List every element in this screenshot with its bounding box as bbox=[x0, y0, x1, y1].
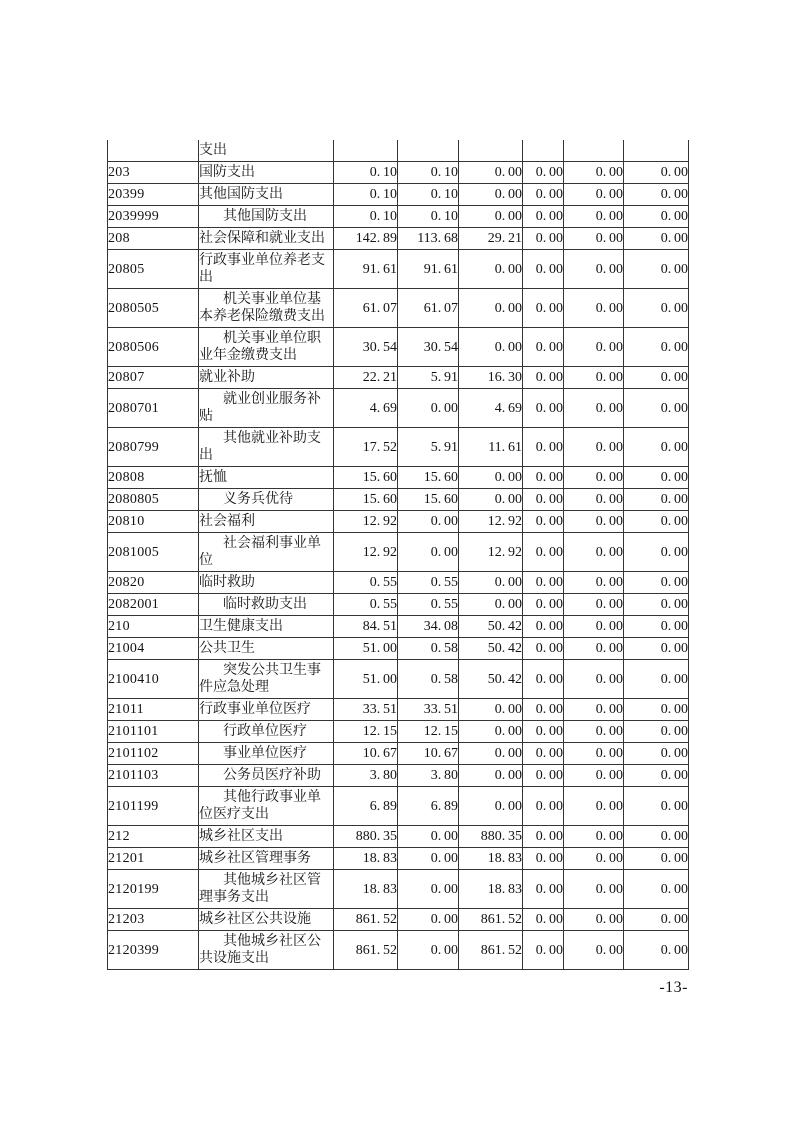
value-cell: 0. 00 bbox=[564, 638, 624, 660]
value-cell: 0. 00 bbox=[564, 909, 624, 931]
code-cell: 2080505 bbox=[108, 289, 199, 328]
value-cell: 861. 52 bbox=[334, 931, 398, 970]
value-cell: 0. 00 bbox=[523, 721, 564, 743]
name-cell: 行政单位医疗 bbox=[199, 721, 334, 743]
value-cell: 0. 00 bbox=[523, 467, 564, 489]
code-cell: 203 bbox=[108, 162, 199, 184]
name-cell: 其他国防支出 bbox=[199, 206, 334, 228]
value-cell: 0. 00 bbox=[523, 184, 564, 206]
code-cell: 2081005 bbox=[108, 533, 199, 572]
code-cell: 2101103 bbox=[108, 765, 199, 787]
value-cell: 880. 35 bbox=[334, 826, 398, 848]
table-row bbox=[108, 572, 689, 594]
value-cell: 18. 83 bbox=[334, 870, 398, 909]
table-row bbox=[108, 594, 689, 616]
value-cell: 0. 00 bbox=[523, 328, 564, 367]
value-cell: 0. 00 bbox=[459, 743, 523, 765]
value-cell: 30. 54 bbox=[398, 328, 459, 367]
value-cell: 0. 00 bbox=[564, 699, 624, 721]
value-cell: 3. 80 bbox=[398, 765, 459, 787]
value-cell: 0. 00 bbox=[523, 638, 564, 660]
table-row bbox=[108, 428, 689, 467]
value-cell: 34. 08 bbox=[398, 616, 459, 638]
value-cell: 0. 00 bbox=[459, 206, 523, 228]
value-cell: 0. 00 bbox=[564, 289, 624, 328]
value-cell: 0. 00 bbox=[459, 289, 523, 328]
value-cell: 0. 00 bbox=[523, 367, 564, 389]
value-cell: 0. 55 bbox=[398, 572, 459, 594]
code-cell: 212 bbox=[108, 826, 199, 848]
name-cell: 其他行政事业单位医疗支出 bbox=[199, 787, 334, 826]
value-cell: 12. 92 bbox=[459, 533, 523, 572]
value-cell: 6. 89 bbox=[334, 787, 398, 826]
value-cell: 0. 00 bbox=[564, 660, 624, 699]
name-cell: 就业补助 bbox=[199, 367, 334, 389]
table-row bbox=[108, 787, 689, 826]
value-cell: 0. 00 bbox=[459, 467, 523, 489]
value-cell: 51. 00 bbox=[334, 660, 398, 699]
value-cell: 15. 60 bbox=[334, 467, 398, 489]
name-cell: 机关事业单位职业年金缴费支出 bbox=[199, 328, 334, 367]
value-cell: 0. 00 bbox=[564, 787, 624, 826]
value-cell: 0. 00 bbox=[523, 743, 564, 765]
table-row bbox=[108, 250, 689, 289]
table-row bbox=[108, 909, 689, 931]
value-cell: 0. 00 bbox=[523, 931, 564, 970]
value-cell: 0. 00 bbox=[564, 511, 624, 533]
value-cell: 113. 68 bbox=[398, 228, 459, 250]
value-cell: 0. 00 bbox=[624, 572, 689, 594]
value-cell: 29. 21 bbox=[459, 228, 523, 250]
value-cell: 0. 00 bbox=[523, 289, 564, 328]
value-cell: 0. 00 bbox=[564, 826, 624, 848]
table-row bbox=[108, 743, 689, 765]
code-cell: 2080799 bbox=[108, 428, 199, 467]
value-cell: 0. 00 bbox=[523, 909, 564, 931]
value-cell: 0. 00 bbox=[564, 467, 624, 489]
value-cell: 15. 60 bbox=[398, 489, 459, 511]
value-cell: 91. 61 bbox=[398, 250, 459, 289]
table-row bbox=[108, 699, 689, 721]
value-cell: 0. 00 bbox=[564, 250, 624, 289]
value-cell: 5. 91 bbox=[398, 428, 459, 467]
code-cell: 21201 bbox=[108, 848, 199, 870]
name-cell: 国防支出 bbox=[199, 162, 334, 184]
code-cell: 21004 bbox=[108, 638, 199, 660]
value-cell: 0. 00 bbox=[564, 428, 624, 467]
code-cell: 2039999 bbox=[108, 206, 199, 228]
table-row bbox=[108, 328, 689, 367]
value-cell: 12. 15 bbox=[398, 721, 459, 743]
code-cell: 20805 bbox=[108, 250, 199, 289]
value-cell: 50. 42 bbox=[459, 660, 523, 699]
value-cell: 0. 00 bbox=[624, 511, 689, 533]
value-cell: 0. 10 bbox=[334, 184, 398, 206]
value-cell: 0. 00 bbox=[459, 721, 523, 743]
value-cell: 0. 00 bbox=[459, 328, 523, 367]
value-cell: 0. 10 bbox=[334, 162, 398, 184]
value-cell: 12. 92 bbox=[459, 511, 523, 533]
name-cell: 义务兵优待 bbox=[199, 489, 334, 511]
value-cell: 0. 00 bbox=[624, 721, 689, 743]
value-cell: 4. 69 bbox=[334, 389, 398, 428]
table-row bbox=[108, 228, 689, 250]
value-cell: 10. 67 bbox=[334, 743, 398, 765]
value-cell: 0. 00 bbox=[398, 511, 459, 533]
value-cell: 0. 00 bbox=[564, 533, 624, 572]
value-cell: 0. 00 bbox=[624, 848, 689, 870]
value-cell: 0. 55 bbox=[334, 572, 398, 594]
value-cell: 0. 00 bbox=[624, 289, 689, 328]
value-cell bbox=[398, 140, 459, 162]
name-cell: 行政事业单位医疗 bbox=[199, 699, 334, 721]
value-cell: 0. 00 bbox=[398, 533, 459, 572]
table-row bbox=[108, 467, 689, 489]
name-cell: 其他国防支出 bbox=[199, 184, 334, 206]
code-cell: 2080701 bbox=[108, 389, 199, 428]
code-cell: 2101199 bbox=[108, 787, 199, 826]
code-cell: 2101101 bbox=[108, 721, 199, 743]
value-cell: 0. 00 bbox=[398, 848, 459, 870]
value-cell: 0. 00 bbox=[564, 594, 624, 616]
value-cell: 30. 54 bbox=[334, 328, 398, 367]
value-cell: 0. 00 bbox=[564, 743, 624, 765]
value-cell: 0. 00 bbox=[624, 616, 689, 638]
value-cell bbox=[564, 140, 624, 162]
name-cell: 社会福利 bbox=[199, 511, 334, 533]
value-cell: 0. 00 bbox=[523, 870, 564, 909]
table-row bbox=[108, 389, 689, 428]
value-cell: 17. 52 bbox=[334, 428, 398, 467]
code-cell: 2120399 bbox=[108, 931, 199, 970]
name-cell: 城乡社区支出 bbox=[199, 826, 334, 848]
name-cell: 公务员医疗补助 bbox=[199, 765, 334, 787]
value-cell: 0. 00 bbox=[564, 184, 624, 206]
value-cell: 0. 00 bbox=[523, 489, 564, 511]
budget-table-container bbox=[107, 140, 689, 997]
value-cell: 0. 00 bbox=[564, 572, 624, 594]
table-row bbox=[108, 638, 689, 660]
value-cell: 0. 00 bbox=[564, 931, 624, 970]
value-cell: 880. 35 bbox=[459, 826, 523, 848]
value-cell: 5. 91 bbox=[398, 367, 459, 389]
value-cell: 861. 52 bbox=[334, 909, 398, 931]
code-cell: 20807 bbox=[108, 367, 199, 389]
name-cell: 就业创业服务补贴 bbox=[199, 389, 334, 428]
value-cell: 12. 92 bbox=[334, 533, 398, 572]
name-cell: 机关事业单位基本养老保险缴费支出 bbox=[199, 289, 334, 328]
value-cell: 0. 58 bbox=[398, 660, 459, 699]
value-cell: 0. 00 bbox=[459, 765, 523, 787]
value-cell: 50. 42 bbox=[459, 616, 523, 638]
value-cell: 61. 07 bbox=[334, 289, 398, 328]
value-cell: 0. 00 bbox=[564, 228, 624, 250]
value-cell: 0. 00 bbox=[459, 250, 523, 289]
value-cell: 0. 00 bbox=[624, 699, 689, 721]
code-cell: 20810 bbox=[108, 511, 199, 533]
value-cell: 91. 61 bbox=[334, 250, 398, 289]
value-cell: 0. 00 bbox=[564, 367, 624, 389]
page-number: -13- bbox=[659, 979, 688, 996]
table-row bbox=[108, 367, 689, 389]
value-cell: 0. 00 bbox=[523, 428, 564, 467]
table-row bbox=[108, 140, 689, 162]
table-body bbox=[108, 140, 689, 970]
value-cell: 4. 69 bbox=[459, 389, 523, 428]
name-cell: 公共卫生 bbox=[199, 638, 334, 660]
value-cell: 0. 00 bbox=[398, 909, 459, 931]
value-cell: 0. 00 bbox=[564, 870, 624, 909]
value-cell: 0. 00 bbox=[564, 765, 624, 787]
code-cell: 2120199 bbox=[108, 870, 199, 909]
value-cell: 0. 00 bbox=[523, 594, 564, 616]
value-cell: 51. 00 bbox=[334, 638, 398, 660]
name-cell: 抚恤 bbox=[199, 467, 334, 489]
value-cell: 0. 00 bbox=[624, 743, 689, 765]
value-cell: 0. 00 bbox=[523, 572, 564, 594]
value-cell: 12. 92 bbox=[334, 511, 398, 533]
name-cell: 卫生健康支出 bbox=[199, 616, 334, 638]
value-cell: 0. 00 bbox=[624, 428, 689, 467]
value-cell: 0. 00 bbox=[624, 826, 689, 848]
code-cell: 2101102 bbox=[108, 743, 199, 765]
value-cell: 0. 00 bbox=[459, 572, 523, 594]
value-cell: 50. 42 bbox=[459, 638, 523, 660]
table-row bbox=[108, 660, 689, 699]
value-cell: 0. 00 bbox=[564, 721, 624, 743]
value-cell: 0. 00 bbox=[459, 162, 523, 184]
value-cell: 861. 52 bbox=[459, 909, 523, 931]
name-cell: 社会福利事业单位 bbox=[199, 533, 334, 572]
table-row bbox=[108, 289, 689, 328]
value-cell: 0. 00 bbox=[564, 616, 624, 638]
value-cell: 0. 00 bbox=[624, 765, 689, 787]
code-cell: 2080805 bbox=[108, 489, 199, 511]
code-cell: 2100410 bbox=[108, 660, 199, 699]
value-cell: 0. 00 bbox=[523, 389, 564, 428]
value-cell: 0. 00 bbox=[624, 162, 689, 184]
value-cell: 0. 58 bbox=[398, 638, 459, 660]
value-cell: 15. 60 bbox=[398, 467, 459, 489]
value-cell: 33. 51 bbox=[398, 699, 459, 721]
table-row bbox=[108, 511, 689, 533]
value-cell: 18. 83 bbox=[459, 870, 523, 909]
value-cell: 0. 00 bbox=[523, 765, 564, 787]
value-cell: 0. 00 bbox=[459, 699, 523, 721]
value-cell: 0. 00 bbox=[398, 826, 459, 848]
code-cell bbox=[108, 140, 199, 162]
code-cell: 20808 bbox=[108, 467, 199, 489]
value-cell: 0. 00 bbox=[564, 206, 624, 228]
code-cell: 20399 bbox=[108, 184, 199, 206]
value-cell: 16. 30 bbox=[459, 367, 523, 389]
table-row bbox=[108, 616, 689, 638]
value-cell bbox=[334, 140, 398, 162]
value-cell: 15. 60 bbox=[334, 489, 398, 511]
name-cell: 临时救助支出 bbox=[199, 594, 334, 616]
value-cell: 0. 00 bbox=[624, 660, 689, 699]
value-cell: 6. 89 bbox=[398, 787, 459, 826]
value-cell: 22. 21 bbox=[334, 367, 398, 389]
value-cell: 0. 00 bbox=[523, 616, 564, 638]
budget-expenditure-table bbox=[107, 140, 689, 970]
value-cell: 0. 10 bbox=[398, 184, 459, 206]
code-cell: 20820 bbox=[108, 572, 199, 594]
value-cell: 0. 00 bbox=[564, 162, 624, 184]
code-cell: 208 bbox=[108, 228, 199, 250]
value-cell: 0. 00 bbox=[564, 848, 624, 870]
code-cell: 210 bbox=[108, 616, 199, 638]
value-cell: 0. 55 bbox=[398, 594, 459, 616]
value-cell: 0. 00 bbox=[624, 250, 689, 289]
value-cell: 0. 00 bbox=[624, 931, 689, 970]
value-cell: 61. 07 bbox=[398, 289, 459, 328]
value-cell: 0. 00 bbox=[624, 184, 689, 206]
value-cell: 0. 00 bbox=[624, 594, 689, 616]
value-cell: 12. 15 bbox=[334, 721, 398, 743]
value-cell: 33. 51 bbox=[334, 699, 398, 721]
value-cell: 0. 00 bbox=[523, 533, 564, 572]
value-cell: 0. 00 bbox=[624, 389, 689, 428]
table-row bbox=[108, 826, 689, 848]
value-cell: 11. 61 bbox=[459, 428, 523, 467]
value-cell: 0. 55 bbox=[334, 594, 398, 616]
table-row bbox=[108, 765, 689, 787]
value-cell: 0. 00 bbox=[523, 250, 564, 289]
value-cell: 0. 00 bbox=[523, 699, 564, 721]
value-cell: 0. 10 bbox=[398, 206, 459, 228]
value-cell bbox=[459, 140, 523, 162]
value-cell: 0. 00 bbox=[523, 206, 564, 228]
value-cell: 0. 00 bbox=[459, 787, 523, 826]
value-cell: 0. 00 bbox=[523, 511, 564, 533]
value-cell: 0. 00 bbox=[564, 328, 624, 367]
value-cell: 0. 00 bbox=[459, 184, 523, 206]
value-cell: 0. 00 bbox=[624, 870, 689, 909]
value-cell: 0. 00 bbox=[523, 162, 564, 184]
value-cell: 0. 00 bbox=[459, 594, 523, 616]
table-row bbox=[108, 184, 689, 206]
value-cell: 0. 00 bbox=[624, 909, 689, 931]
value-cell: 0. 00 bbox=[624, 638, 689, 660]
value-cell: 0. 00 bbox=[523, 228, 564, 250]
value-cell: 18. 83 bbox=[334, 848, 398, 870]
value-cell: 0. 00 bbox=[624, 533, 689, 572]
value-cell bbox=[624, 140, 689, 162]
value-cell: 0. 00 bbox=[523, 848, 564, 870]
table-row bbox=[108, 721, 689, 743]
table-row bbox=[108, 489, 689, 511]
value-cell: 142. 89 bbox=[334, 228, 398, 250]
value-cell: 0. 00 bbox=[523, 787, 564, 826]
value-cell: 0. 00 bbox=[564, 389, 624, 428]
table-row bbox=[108, 533, 689, 572]
value-cell: 0. 00 bbox=[624, 328, 689, 367]
name-cell: 支出 bbox=[199, 140, 334, 162]
name-cell: 城乡社区公共设施 bbox=[199, 909, 334, 931]
value-cell: 0. 00 bbox=[624, 206, 689, 228]
value-cell: 0. 00 bbox=[459, 489, 523, 511]
table-row bbox=[108, 848, 689, 870]
value-cell: 10. 67 bbox=[398, 743, 459, 765]
name-cell: 其他城乡社区管理事务支出 bbox=[199, 870, 334, 909]
code-cell: 2080506 bbox=[108, 328, 199, 367]
code-cell: 21011 bbox=[108, 699, 199, 721]
value-cell: 18. 83 bbox=[459, 848, 523, 870]
name-cell: 事业单位医疗 bbox=[199, 743, 334, 765]
value-cell: 0. 00 bbox=[523, 826, 564, 848]
table-row bbox=[108, 870, 689, 909]
value-cell: 0. 00 bbox=[398, 870, 459, 909]
code-cell: 21203 bbox=[108, 909, 199, 931]
name-cell: 临时救助 bbox=[199, 572, 334, 594]
table-row bbox=[108, 206, 689, 228]
value-cell: 0. 00 bbox=[624, 489, 689, 511]
value-cell: 0. 00 bbox=[624, 787, 689, 826]
value-cell: 0. 00 bbox=[564, 489, 624, 511]
value-cell: 0. 00 bbox=[624, 467, 689, 489]
value-cell bbox=[523, 140, 564, 162]
name-cell: 其他就业补助支出 bbox=[199, 428, 334, 467]
value-cell: 0. 00 bbox=[398, 389, 459, 428]
name-cell: 城乡社区管理事务 bbox=[199, 848, 334, 870]
name-cell: 社会保障和就业支出 bbox=[199, 228, 334, 250]
value-cell: 861. 52 bbox=[459, 931, 523, 970]
table-row bbox=[108, 162, 689, 184]
table-row bbox=[108, 931, 689, 970]
value-cell: 84. 51 bbox=[334, 616, 398, 638]
code-cell: 2082001 bbox=[108, 594, 199, 616]
value-cell: 0. 00 bbox=[624, 367, 689, 389]
name-cell: 其他城乡社区公共设施支出 bbox=[199, 931, 334, 970]
value-cell: 0. 00 bbox=[523, 660, 564, 699]
value-cell: 0. 10 bbox=[398, 162, 459, 184]
value-cell: 3. 80 bbox=[334, 765, 398, 787]
value-cell: 0. 00 bbox=[398, 931, 459, 970]
value-cell: 0. 10 bbox=[334, 206, 398, 228]
name-cell: 突发公共卫生事件应急处理 bbox=[199, 660, 334, 699]
value-cell: 0. 00 bbox=[624, 228, 689, 250]
name-cell: 行政事业单位养老支出 bbox=[199, 250, 334, 289]
